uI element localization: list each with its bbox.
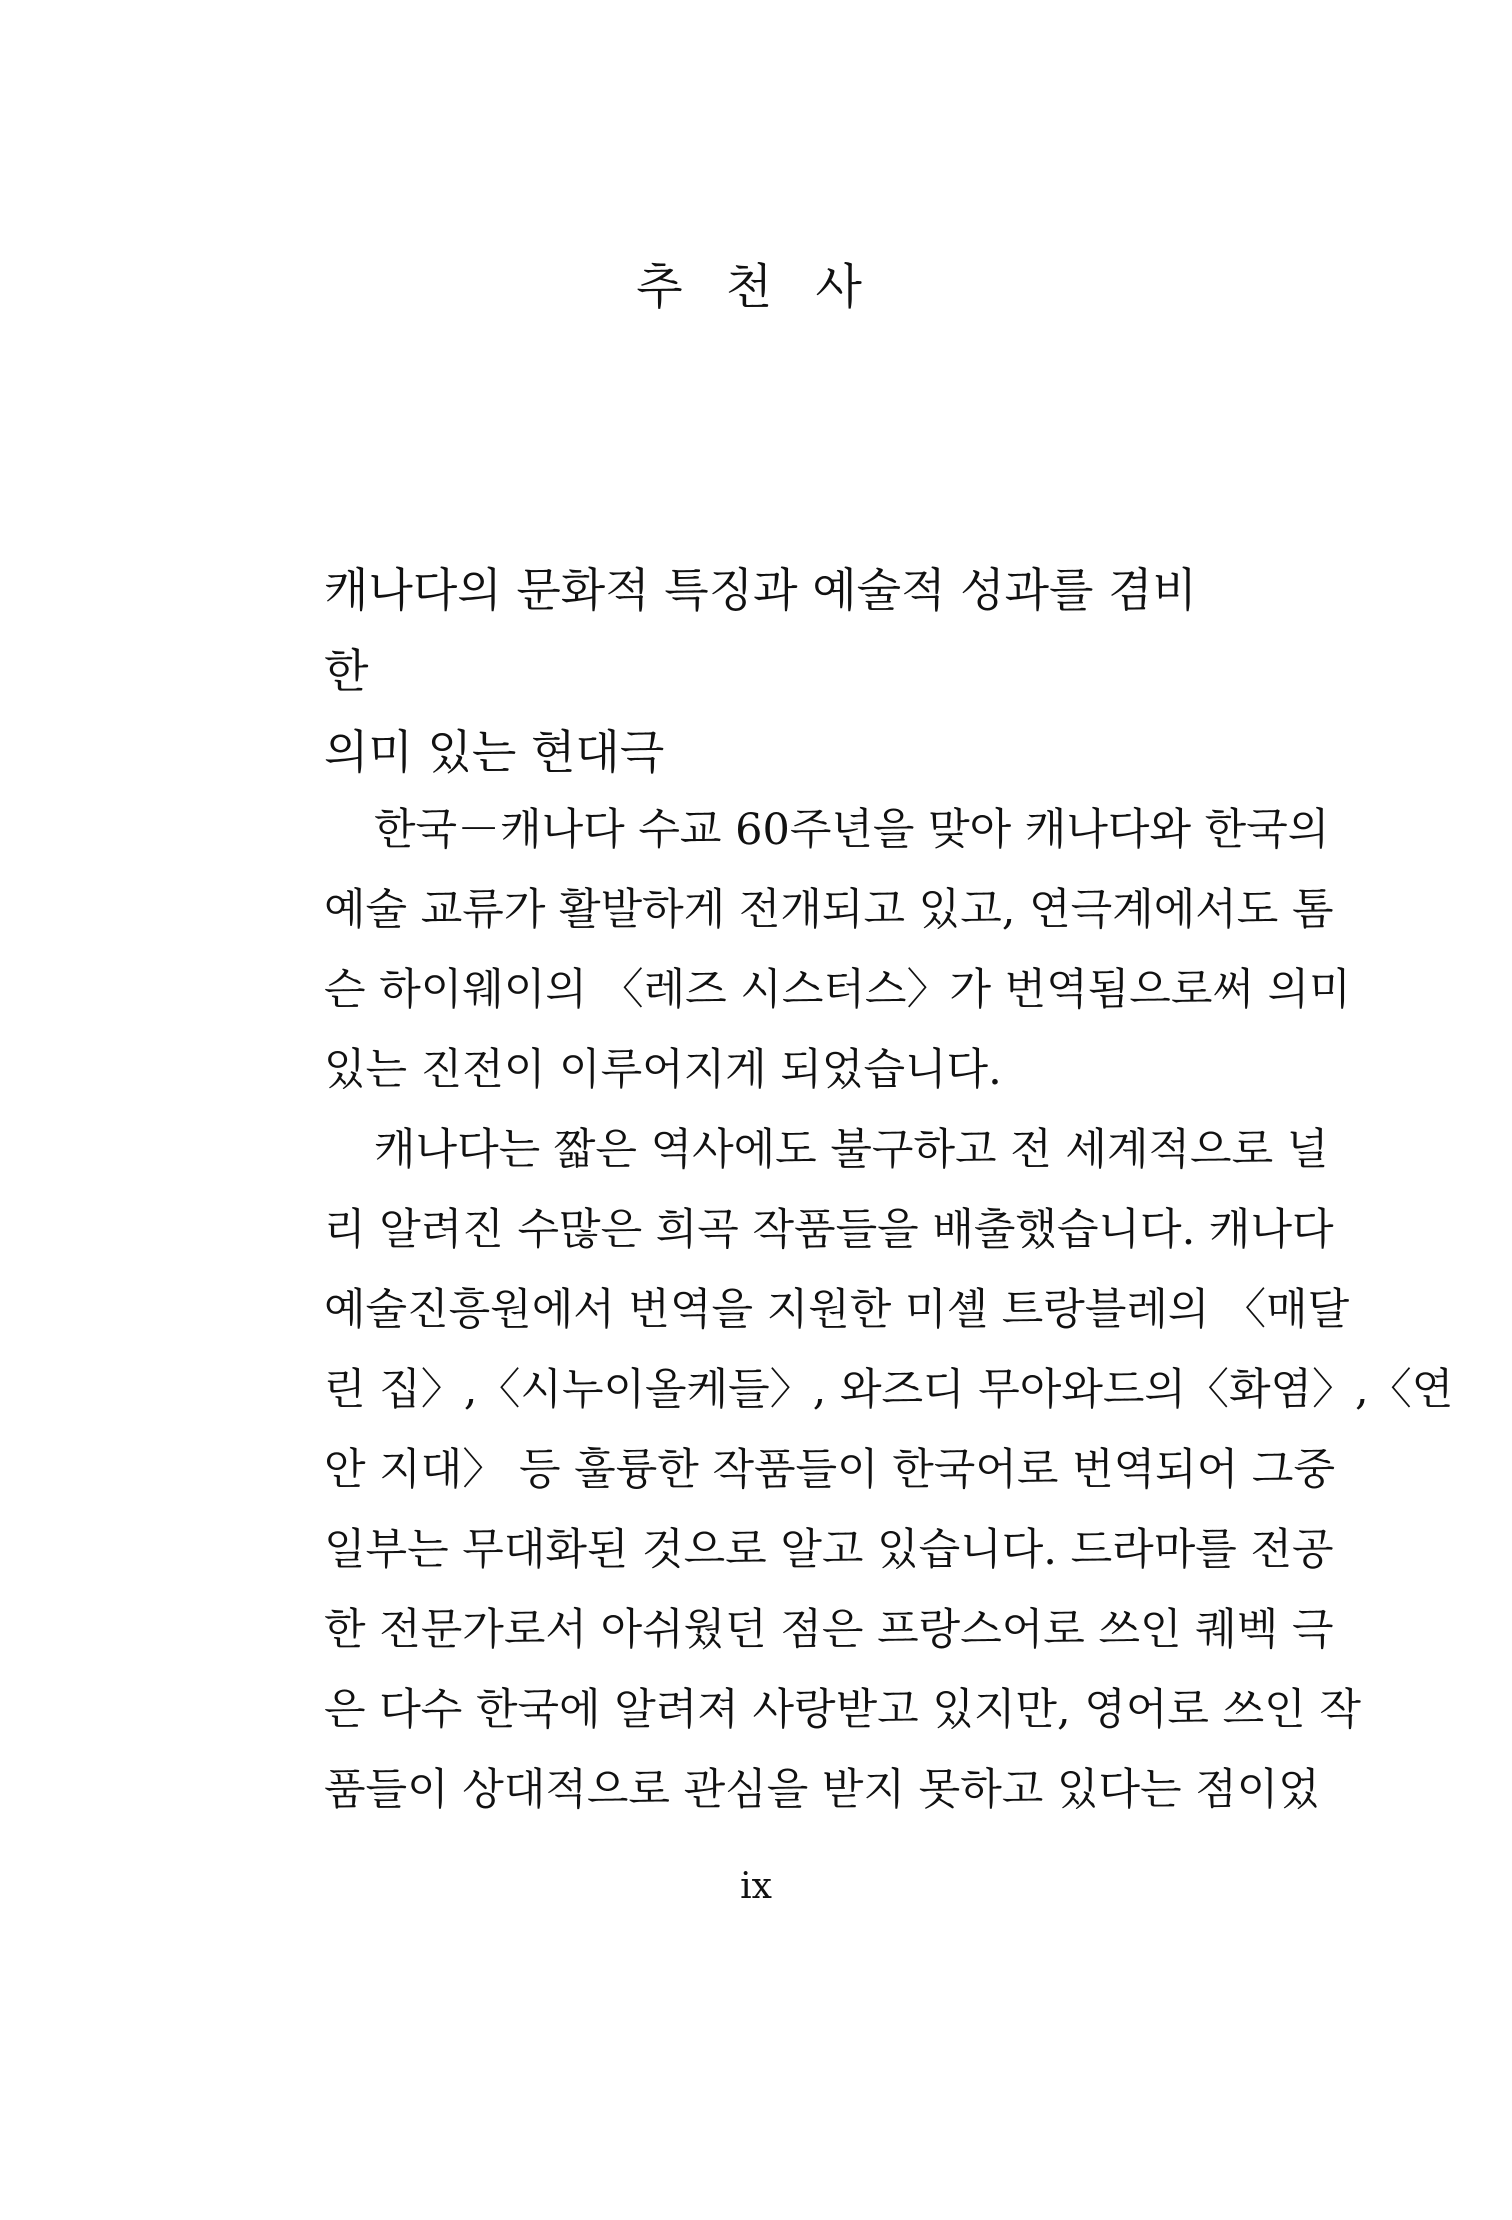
text-line: 한 전문가로서 아쉬웠던 점은 프랑스어로 쓰인 퀘벡 극 (324, 1605, 1334, 1655)
text-line: 캐나다는 짧은 역사에도 불구하고 전 세계적으로 널 (374, 1125, 1329, 1175)
text-line: 슨 하이웨이의 〈레즈 시스터스〉가 번역됨으로써 의미 (324, 965, 1351, 1015)
paragraph (324, 790, 1351, 1110)
text-line: 안 지대〉 등 훌륭한 작품들이 한국어로 번역되어 그중 (324, 1445, 1335, 1495)
page-number: ix (740, 1866, 772, 1907)
text-line: 한국－캐나다 수교 60주년을 맞아 캐나다와 한국의 (374, 805, 1330, 855)
text-line: 일부는 무대화된 것으로 알고 있습니다. 드라마를 전공 (324, 1525, 1334, 1575)
text-line: 은 다수 한국에 알려져 사랑받고 있지만, 영어로 쓰인 작 (324, 1685, 1361, 1735)
paragraph (324, 1110, 1454, 1830)
text-line: 예술진흥원에서 번역을 지원한 미셸 트랑블레의 〈매달 (324, 1285, 1350, 1335)
text-line: 린 집〉,〈시누이올케들〉, 와즈디 무아와드의〈화염〉,〈연 (324, 1365, 1454, 1415)
text-line: 리 알려진 수많은 희곡 작품들을 배출했습니다. 캐나다 (324, 1205, 1334, 1255)
heading-line: 캐나다의 문화적 특징과 예술적 성과를 겸비한 (324, 563, 1197, 698)
text-line: 있는 진전이 이루어지게 되었습니다. (324, 1045, 1002, 1095)
section-heading (324, 550, 1231, 793)
page-title: 추 천 사 (636, 259, 876, 315)
text-line: 예술 교류가 활발하게 전개되고 있고, 연극계에서도 톰 (324, 885, 1334, 935)
body-text (324, 790, 1454, 1830)
text-line: 품들이 상대적으로 관심을 받지 못하고 있다는 점이었 (324, 1765, 1320, 1815)
heading-line: 의미 있는 현대극 (324, 725, 665, 779)
